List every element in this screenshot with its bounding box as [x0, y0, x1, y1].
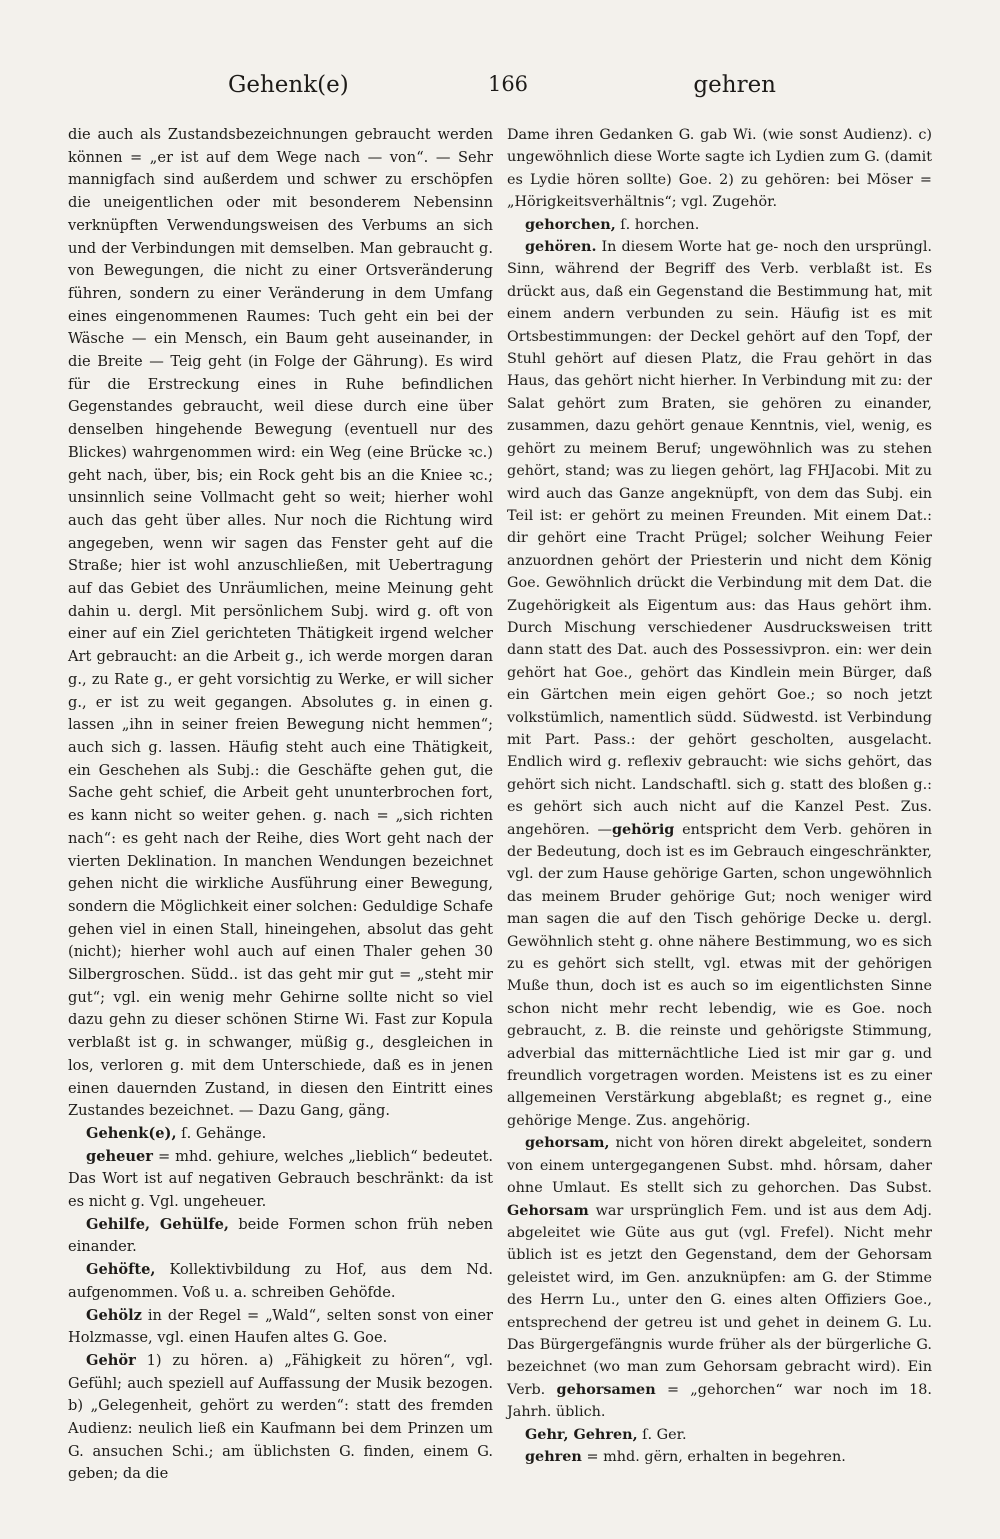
- continued-paragraph: Dame ihren Gedanken G. gab Wi. (wie sonst Audienz). c) ungewöhnlich diese Worte sagte ich Lydien zum G. (damit es Lydie hören sollte) Goe. 2) zu gehören: bei Möser = „Hörigkeitsverhältnis“; vgl. Zugehör.: [507, 127, 932, 211]
- entry-gehoelz: [68, 1305, 493, 1350]
- headword: gehörig: [611, 820, 675, 838]
- entry-gehenke: [68, 1123, 493, 1146]
- entry-text: beide Formen schon früh neben einander.: [68, 1215, 494, 1256]
- entry-gehorchen: [507, 214, 932, 236]
- headword: gehören.: [525, 238, 597, 256]
- headword: gehorsamen: [556, 1380, 656, 1398]
- headword: Gehölz: [86, 1306, 142, 1324]
- entry-text: nicht von hören direkt abgeleitet, sondern von einem untergegangenen Subst. mhd. hôrsam, daher ohne Umlaut. Es stellt sich zu gehorchen. Das Subst.: [507, 1135, 932, 1197]
- entry-gehoefte: [68, 1259, 493, 1304]
- entry-geheuer: [68, 1146, 493, 1214]
- entry-text: = mhd. gërn, erhalten in begehren.: [581, 1448, 846, 1465]
- headword: Gehenk(e),: [86, 1124, 177, 1142]
- entry-gehren: [507, 1446, 932, 1468]
- continued-paragraph: die auch als Zustandsbezeichnungen gebraucht werden können = „er ist auf dem Wege nach — von“. — Sehr mannigfach sind außerdem und schwer zu erschöpfen die uneigentlichen oder mit besonderem Nebensinn verknüpften Verwendungsweisen des Verbums an sich und der Verbindungen mit demselben. Man gebraucht g. von Bewegungen, die nicht zu einer Ortsveränderung führen, sondern zu einer Veränderung in dem Umfang eines eingenommenen Raumes: Tuch geht ein bei der Wäsche — ein Mensch, ein Baum geht auseinander, in die Breite — Teig geht (in Folge der Gährung). Es wird für die Erstreckung eines in Ruhe befindlichen Gegenstandes gebraucht, weil diese durch eine über denselben hingehende Bewegung (eventuell nur des Blickes) wahrgenommen wird: ein Weg (eine Brücke ꝛc.) geht nach, über, bis; ein Rock geht bis an die Kniee ꝛc.; unsinnlich seine Vollmacht geht so weit; hierher wohl auch das geht über alles. Nur noch die Richtung wird angegeben, wenn wir sagen das Fenster geht auf die Straße; hier ist wohl anzuschließen, mit Uebertragung auf das Gebiet des Unräumlichen, meine Meinung geht dahin u. dergl. Mit persönlichem Subj. wird g. oft von einer auf ein Ziel gerichteten Thätigkeit irgend welcher Art gebraucht: an die Arbeit g., ich werde morgen daran g., zu Rate g., er geht vorsichtig zu Werke, er will sicher g., er ist zu weit gegangen. Absolutes g. in einen g. lassen „ihn in seiner freien Bewegung nicht hemmen“; auch sich g. lassen. Häufig steht auch eine Thätigkeit, ein Geschehen als Subj.: die Geschäfte gehen gut, die Sache geht schief, die Arbeit geht ununterbrochen fort, es kann nicht so weiter gehen. g. nach = „sich richten nach“: es geht nach der Reihe, dies Wort geht nach der vierten Deklination. In manchen Wendungen bezeichnet gehen nicht die wirkliche Ausführung einer Bewegung, sondern die Möglichkeit einer solchen: Geduldige Schafe gehen viel in einen Stall, hineingehen, absolut das geht (nicht); hierher wohl auch auf einen Thaler gehen 30 Silbergroschen. Südd.. ist das geht mir gut = „steht mir gut“; vgl. ein wenig mehr Gehirne sollte nicht so viel dazu gehn zu dieser schönen Stirne Wi. Fast zur Kopula verblaßt ist g. in schwanger, müßig g., desgleichen in los, verloren g. mit dem Unterschiede, daß es in jenen einen dauernden Zustand, in diesen den Eintritt eines Zustandes bezeichnet. — Dazu Gang, gäng.: [68, 126, 493, 1120]
- headword: Gehilfe, Gehülfe,: [86, 1215, 230, 1233]
- headword: Gehorsam: [507, 1201, 589, 1219]
- headword: Gehör: [86, 1351, 136, 1369]
- right-column: [507, 124, 932, 1468]
- entry-gehoer: [68, 1350, 493, 1486]
- headword: gehorsam,: [525, 1134, 610, 1152]
- entry-gehoeren: [507, 236, 932, 1132]
- entry-text: entspricht dem Verb. gehören in der Bedeutung, doch ist es im Gebrauch eingeschränkter, vgl. der zum Hause gehörige Garten, schon ungewöhnlich das meinem Bruder gehörige Gut; noch weniger wird man sagen die auf den Tisch gehörige Decke u. dergl. Gewöhnlich steht g. ohne nähere Bestimmung, wo es sich zu es gehört sich stellt, vgl. etwas mit der gehörigen Muße thun, doch ist es auch so im eigentlichsten Sinne schon nicht mehr recht lebendig, wie es Goe. noch gebraucht, z. B. die reinste und gehörigste Stimmung, adverbial das mitternächtliche Lied ist mir gar g. und freundlich vorgetragen worden. Meistens ist es zu einer allgemeinen Verstärkung abgeblaßt; es regnet g., eine gehörige Menge. Zus. angehörig.: [507, 821, 932, 1129]
- left-column: [68, 124, 493, 1486]
- entry-text: in der Regel = „Wald“, selten sonst von einer Holzmasse, vgl. einen Haufen altes G. Goe.: [68, 1306, 493, 1347]
- entry-gehr: [507, 1424, 932, 1446]
- headword: gehorchen,: [525, 215, 616, 233]
- running-header: [68, 72, 926, 106]
- entry-text: 1) zu hören. a) „Fähigkeit zu hören“, vgl. Gefühl; auch speziell auf Auffassung der Musik bezogen. b) „Gelegenheit, gehört zu werden“: statt des fremden Audienz: neulich ließ ein Kaufmann bei dem Prinzen um G. ansuchen Schi.; am üblichsten G. finden, einem G. geben; da die: [68, 1351, 493, 1483]
- headword: geheuer: [86, 1147, 153, 1165]
- entry-text: ſ. horchen.: [615, 216, 700, 233]
- entry-text: = „gehorchen“ war noch im 18. Jahrh. üblich.: [507, 1381, 933, 1421]
- headword: Gehöfte,: [86, 1261, 156, 1279]
- headword: gehren: [525, 1447, 582, 1465]
- header-left-catchword: Gehenk(e): [228, 72, 349, 98]
- entry-text: ſ. Gehänge.: [176, 1124, 267, 1142]
- entry-text: war ursprünglich Fem. und ist aus dem Adj. abgeleitet wie Güte aus gut (vgl. Frefel). Nicht mehr üblich ist es jetzt den Gegenstand, dem der Gehorsam geleistet wird, im Gen. anzuknüpfen: am G. der Stimme des Herrn Lu., unter den G. eines alten Offiziers Goe., entsprechend der getreu ist und gehet in deinem G. Lu. Das Bürgergefängnis wurde früher als der bürgerliche G. bezeichnet (wo man zum Gehorsam gebracht wird). Ein Verb.: [507, 1202, 932, 1398]
- headword: Gehr, Gehren,: [525, 1425, 638, 1443]
- entry-text: = mhd. gehiure, welches „lieblich“ bedeutet. Das Wort ist auf negativen Gebrauch beschränkt: da ist es nicht g. Vgl. ungeheuer.: [68, 1147, 493, 1211]
- entry-text: ſ. Ger.: [637, 1426, 687, 1443]
- entry-gehorsam: [507, 1132, 932, 1423]
- page-number: 166: [487, 72, 529, 96]
- entry-text: In diesem Worte hat ge- noch den ursprüngl. Sinn, während der Begriff des Verb. verblaßt ist. Es drückt aus, daß ein Gegenstand die Bestimmung hat, mit einem andern verbunden zu sein. Häufig ist es mit Ortsbestimmungen: der Deckel gehört auf den Topf, der Stuhl gehört auf diesen Platz, die Frau gehört in das Haus, das gehört nicht hierher. In Verbindung mit zu: der Salat gehört zum Braten, sie gehören zu einander, zusammen, dazu gehört genaue Kenntnis, viel, wenig, es gehört zu meinem Beruf; ungewöhnlich was zu stehen gehört, stand; was zu liegen gehört, lag FHJacobi. Mit zu wird auch das Ganze angeknüpft, von dem das Subj. ein Teil ist: er gehört zu meinen Freunden. Mit einem Dat.: dir gehört eine Tracht Prügel; solcher Weihung Feier anzuordnen gehört der Priesterin und nicht dem König Goe. Gewöhnlich drückt die Verbindung mit dem Dat. die Zugehörigkeit als Eigentum aus: das Haus gehört ihm. Durch Mischung verschiedener Ausdrucksweisen tritt dann statt des Dat. auch des Possessivpron. ein: wer dein gehört hat Goe., gehört das Kindlein mein Bürger, daß ein Gärtchen mein eigen gehört Goe.; so noch jetzt volkstümlich, namentlich südd. Südwestd. ist Verbindung mit Part. Pass.: der gehört gescholten, ausgelacht. Endlich wird g. reflexiv gebraucht: wie sichs gehört, das gehört sich nicht. Landschaftl. sich g. statt des bloßen g.: es gehört sich auch nicht auf die Kanzel Pest. Zus. angehören. —: [507, 239, 932, 838]
- header-right-catchword: gehren: [693, 72, 776, 98]
- entry-text: Kollektivbildung zu Hof, aus dem Nd. aufgenommen. Voß u. a. schreiben Gehöfde.: [68, 1261, 493, 1301]
- entry-gehilfe: [68, 1214, 493, 1259]
